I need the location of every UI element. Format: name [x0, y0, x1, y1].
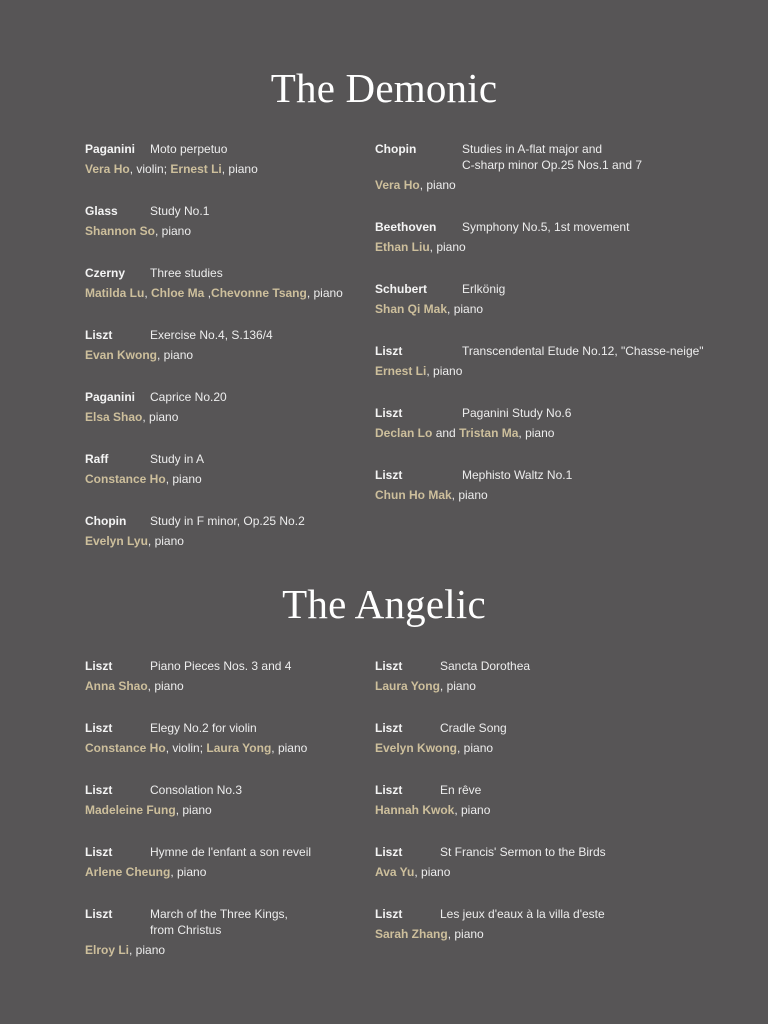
performer-name: Shannon So [85, 224, 155, 238]
performer-name: Chloe Ma [151, 286, 205, 300]
program-entry [375, 141, 715, 193]
program-entry [85, 513, 425, 549]
work-title-line: Study in A [150, 452, 205, 466]
performers [85, 864, 425, 880]
program-entry [85, 658, 425, 694]
performer-role: , piano [439, 679, 476, 693]
performer-name: Chevonne Tsang [211, 286, 307, 300]
work-title-line: En rêve [440, 783, 482, 797]
performer-role: , piano [155, 224, 192, 238]
work-title [440, 906, 605, 922]
performer-name: Ernest Li [375, 364, 427, 378]
composer: Liszt [85, 328, 113, 342]
program-entry [375, 219, 715, 255]
performer-name: Shan Qi Mak [375, 302, 448, 316]
performers [85, 533, 425, 549]
performer-role: , piano [157, 348, 194, 362]
work-title-line: March of the Three Kings, [150, 907, 288, 921]
composer: Czerny [85, 266, 126, 280]
work-title [440, 658, 530, 674]
performers [85, 161, 425, 177]
performers [85, 740, 425, 756]
composer: Liszt [375, 721, 403, 735]
performer-name: Tristan Ma [459, 426, 519, 440]
performer-role: , piano [271, 741, 308, 755]
work-title [150, 265, 223, 281]
composer: Paganini [85, 142, 136, 156]
work-title [150, 844, 311, 860]
program-entry [375, 720, 715, 756]
work-title-line: Study No.1 [150, 204, 210, 218]
performer-name: Sarah Zhang [375, 927, 448, 941]
performer-name: Evelyn Kwong [375, 741, 458, 755]
performer-role: , piano [170, 865, 207, 879]
performer-name: Evelyn Lyu [85, 534, 148, 548]
program-entry [85, 141, 425, 177]
performer-name: Evan Kwong [85, 348, 158, 362]
performer-name: Vera Ho [375, 178, 420, 192]
composer: Glass [85, 204, 118, 218]
composer: Chopin [375, 142, 417, 156]
performer-name: Madeleine Fung [85, 803, 176, 817]
composer: Schubert [375, 282, 428, 296]
composer: Liszt [85, 721, 113, 735]
performer-role: , piano [221, 162, 258, 176]
performer-role: , piano [142, 410, 179, 424]
performers [375, 363, 715, 379]
performers [85, 942, 425, 958]
work-title-line: from Christus [150, 923, 222, 937]
performer-name: Matilda Lu [85, 286, 145, 300]
composer: Raff [85, 452, 109, 466]
work-title [150, 720, 257, 736]
work-title [150, 203, 209, 219]
performer-role: , piano [129, 943, 166, 957]
performer-name: Ernest Li [170, 162, 222, 176]
work-title-line: Mephisto Waltz No.1 [462, 468, 573, 482]
performer-role: , piano [451, 488, 488, 502]
performers [375, 678, 715, 694]
composer: Liszt [375, 344, 403, 358]
performers [85, 802, 425, 818]
performer-role: , piano [457, 741, 494, 755]
performer-name: Laura Yong [206, 741, 272, 755]
performer-name: Constance Ho [85, 472, 166, 486]
performers [375, 301, 715, 317]
performers [85, 471, 425, 487]
work-title [462, 343, 704, 359]
performers [85, 285, 425, 301]
composer: Liszt [375, 783, 403, 797]
performer-role: , piano [426, 364, 463, 378]
composer: Liszt [85, 783, 113, 797]
performer-role: , piano [306, 286, 343, 300]
work-title-line: Study in F minor, Op.25 No.2 [150, 514, 305, 528]
performers [375, 177, 715, 193]
work-title-line: Les jeux d'eaux à la villa d'este [440, 907, 605, 921]
work-title [440, 844, 606, 860]
program-entry [375, 658, 715, 694]
performers [375, 487, 715, 503]
performer-role: and [432, 426, 460, 440]
performer-role: , violin; [165, 741, 207, 755]
performer-role: , violin; [129, 162, 171, 176]
performer-name: Anna Shao [85, 679, 148, 693]
composer: Chopin [85, 514, 127, 528]
program-entry [85, 265, 425, 301]
program-entry [85, 720, 425, 756]
work-title-line: Hymne de l'enfant a son reveil [150, 845, 312, 859]
composer: Liszt [375, 659, 403, 673]
program-entry [375, 782, 715, 818]
performer-name: Vera Ho [85, 162, 130, 176]
performer-name: Ava Yu [375, 865, 415, 879]
work-title-line: Cradle Song [440, 721, 507, 735]
performer-name: Elsa Shao [85, 410, 143, 424]
work-title [462, 405, 571, 421]
performers [375, 740, 715, 756]
work-title-line: Sancta Dorothea [440, 659, 531, 673]
composer: Liszt [375, 406, 403, 420]
program-entry [375, 343, 715, 379]
work-title-line: Three studies [150, 266, 223, 280]
performer-role: , piano [454, 803, 491, 817]
performers [85, 347, 425, 363]
work-title-line: Transcendental Etude No.12, "Chasse-neige" [462, 344, 704, 358]
performer-role: , [144, 286, 152, 300]
program-entry [375, 405, 715, 441]
performer-name: Elroy Li [85, 943, 130, 957]
program-entry [375, 467, 715, 503]
work-title [150, 451, 204, 467]
performer-name: Declan Lo [375, 426, 433, 440]
composer: Liszt [85, 907, 113, 921]
composer: Liszt [375, 468, 403, 482]
composer: Liszt [85, 845, 113, 859]
performer-role: , piano [147, 534, 184, 548]
program-entry [85, 844, 425, 880]
work-title-line: Symphony No.5, 1st movement [462, 220, 630, 234]
work-title [150, 782, 242, 798]
program-entry [375, 906, 715, 942]
performer-role: , [204, 286, 212, 300]
performers [85, 409, 425, 425]
performer-name: Constance Ho [85, 741, 166, 755]
performer-role: , piano [447, 927, 484, 941]
section-title-demonic: The Demonic [270, 65, 498, 111]
work-title [440, 782, 481, 798]
performers [375, 239, 715, 255]
program-entry [85, 327, 425, 363]
performer-name: Laura Yong [375, 679, 440, 693]
work-title-line: C-sharp minor Op.25 Nos.1 and 7 [462, 158, 643, 172]
performer-name: Chun Ho Mak [375, 488, 452, 502]
performer-role: , piano [414, 865, 451, 879]
performers [85, 678, 425, 694]
work-title [150, 141, 227, 157]
program-entry [85, 906, 425, 958]
performers [375, 802, 715, 818]
work-title-line: Erlkönig [462, 282, 506, 296]
work-title-line: Elegy No.2 for violin [150, 721, 257, 735]
performers [85, 223, 425, 239]
work-title [150, 389, 227, 405]
work-title [150, 658, 291, 674]
performer-name: Hannah Kwok [375, 803, 455, 817]
performers [375, 926, 715, 942]
program-entry [85, 389, 425, 425]
work-title [440, 720, 507, 736]
work-title [150, 327, 273, 343]
composer: Liszt [85, 659, 113, 673]
program-entry [375, 844, 715, 880]
work-title-line: Caprice No.20 [150, 390, 227, 404]
composer: Paganini [85, 390, 136, 404]
performer-role: , piano [419, 178, 456, 192]
program-entry [85, 782, 425, 818]
performer-role: , piano [447, 302, 484, 316]
composer: Liszt [375, 845, 403, 859]
program-entry [85, 451, 425, 487]
work-title [462, 467, 572, 483]
work-title-line: Paganini Study No.6 [462, 406, 572, 420]
work-title-line: Piano Pieces Nos. 3 and 4 [150, 659, 292, 673]
performer-name: Arlene Cheung [85, 865, 171, 879]
work-title [462, 141, 642, 173]
performer-role: , piano [429, 240, 466, 254]
performers [375, 864, 715, 880]
program-entry [85, 203, 425, 239]
performer-name: Ethan Liu [375, 240, 430, 254]
work-title [150, 906, 288, 938]
work-title [150, 513, 305, 529]
performer-role: , piano [175, 803, 212, 817]
work-title-line: Moto perpetuo [150, 142, 228, 156]
work-title-line: Studies in A-flat major and [462, 142, 603, 156]
composer: Liszt [375, 907, 403, 921]
section-title-angelic: The Angelic [282, 581, 486, 627]
performer-role: , piano [518, 426, 555, 440]
performer-role: , piano [147, 679, 184, 693]
performers [375, 425, 715, 441]
work-title-line: Exercise No.4, S.136/4 [150, 328, 273, 342]
work-title [462, 281, 505, 297]
work-title-line: St Francis' Sermon to the Birds [440, 845, 606, 859]
composer: Beethoven [375, 220, 437, 234]
performer-role: , piano [165, 472, 202, 486]
work-title-line: Consolation No.3 [150, 783, 243, 797]
program-entry [375, 281, 715, 317]
work-title [462, 219, 629, 235]
